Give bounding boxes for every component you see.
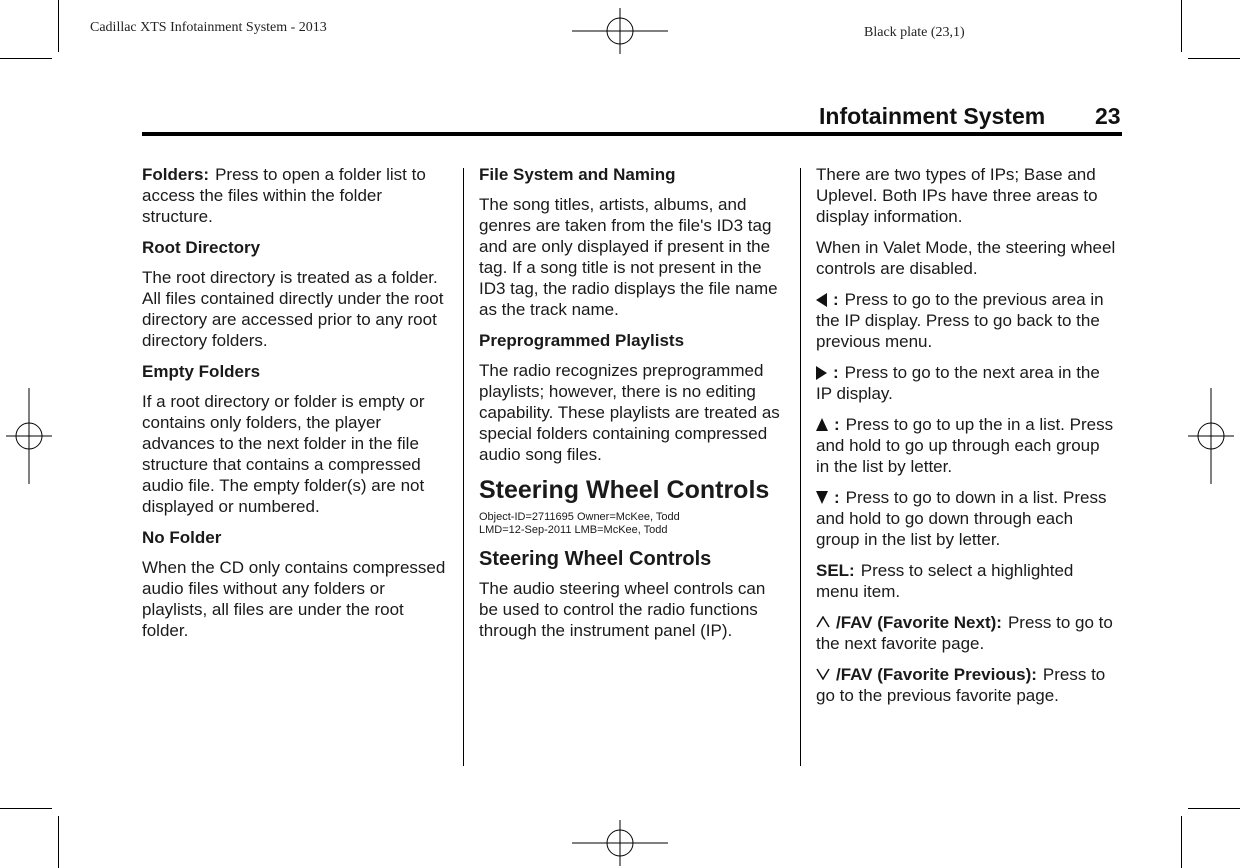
object-metadata xyxy=(479,511,787,537)
column-2 xyxy=(479,164,787,651)
fav-previous-term: /FAV (Favorite Previous): xyxy=(836,665,1037,684)
fav-next-term: /FAV (Favorite Next): xyxy=(836,613,1002,632)
ip-types-text: There are two types of IPs; Base and Uplevel. Both IPs have three areas to display information. xyxy=(816,165,1098,226)
previous-colon: : xyxy=(833,290,839,309)
page-number: 23 xyxy=(1095,103,1121,129)
steering-wheel-controls-subtitle: Steering Wheel Controls xyxy=(479,548,712,570)
down-paragraph xyxy=(816,487,1116,550)
crop-mark xyxy=(58,816,59,868)
file-system-text: The song titles, artists, albums, and genres are taken from the file's ID3 tag and are only displayed if present in the tag. If a song title is not present in the ID3 tag, the radio displays the file name as the track name. xyxy=(479,195,778,319)
column-3 xyxy=(816,164,1116,716)
chevron-down-icon xyxy=(816,668,830,680)
crop-mark xyxy=(1181,0,1182,52)
preprogrammed-playlists-text: The radio recognizes preprogrammed playlists; however, there is no editing capability. These playlists are treated as special folders containing compressed audio song files. xyxy=(479,361,780,464)
empty-folders-text: If a root directory or folder is empty or contains only folders, the player advances to the next folder in the file structure that contains a compressed audio file. The empty folder(s) are not displayed or numbered. xyxy=(142,392,425,516)
crop-mark xyxy=(1181,816,1182,868)
page-header-title: Infotainment System xyxy=(819,103,1046,129)
steering-wheel-controls-text: The audio steering wheel controls can be used to control the radio functions through the instrument panel (IP). xyxy=(479,579,766,640)
sel-paragraph xyxy=(816,560,1116,602)
next-text: Press to go to the next area in the IP display. xyxy=(816,363,1100,403)
root-directory-heading: Root Directory xyxy=(142,238,261,257)
empty-folders-heading: Empty Folders xyxy=(142,362,261,381)
previous-arrow-icon xyxy=(816,293,827,307)
crop-mark xyxy=(1188,808,1240,809)
metadata-line-1: Object-ID=2711695 Owner=McKee, Todd xyxy=(479,511,680,523)
fav-next-text: Press to go to the next favorite page. xyxy=(816,613,1113,653)
registration-mark-bottom-icon xyxy=(572,820,668,866)
down-arrow-icon xyxy=(816,491,828,504)
folders-text: Press to open a folder list to access the files within the folder structure. xyxy=(142,165,426,226)
crop-mark xyxy=(0,58,52,59)
up-colon: : xyxy=(834,415,840,434)
registration-mark-right-icon xyxy=(1188,388,1234,484)
registration-mark-left-icon xyxy=(6,388,52,484)
column-divider xyxy=(463,168,464,766)
crop-mark xyxy=(1188,58,1240,59)
previous-paragraph xyxy=(816,289,1116,352)
previous-text: Press to go to the previous area in the IP display. Press to go back to the previous menu. xyxy=(816,290,1104,351)
plate-number: Black plate (23,1) xyxy=(864,25,965,40)
folders-paragraph xyxy=(142,164,447,227)
fav-next-paragraph xyxy=(816,612,1116,654)
next-paragraph xyxy=(816,362,1116,404)
registration-mark-top-icon xyxy=(572,8,668,54)
folders-term: Folders: xyxy=(142,165,210,184)
sel-text: Press to select a highlighted menu item. xyxy=(816,561,1074,601)
up-text: Press to go to up the in a list. Press and hold to go up through each group in the list by letter. xyxy=(816,415,1114,476)
column-divider xyxy=(800,168,801,766)
sel-term: SEL: xyxy=(816,561,855,580)
fav-previous-paragraph xyxy=(816,664,1116,706)
crop-mark xyxy=(0,808,52,809)
root-directory-text: The root directory is treated as a folder. All files contained directly under the root directory are accessed prior to any root directory folders. xyxy=(142,268,444,350)
column-1 xyxy=(142,164,447,651)
no-folder-text: When the CD only contains compressed audio files without any folders or playlists, all files are under the root folder. xyxy=(142,558,446,640)
down-colon: : xyxy=(834,488,840,507)
next-arrow-icon xyxy=(816,366,827,380)
up-arrow-icon xyxy=(816,418,828,431)
preprogrammed-playlists-heading: Preprogrammed Playlists xyxy=(479,331,685,350)
chevron-up-icon xyxy=(816,616,830,628)
header-rule xyxy=(142,132,1122,136)
fav-previous-text: Press to go to the previous favorite page. xyxy=(816,665,1106,705)
up-paragraph xyxy=(816,414,1116,477)
steering-wheel-controls-title: Steering Wheel Controls xyxy=(479,476,770,504)
metadata-line-2: LMD=12-Sep-2011 LMB=McKee, Todd xyxy=(479,524,668,536)
file-system-heading: File System and Naming xyxy=(479,165,676,184)
next-colon: : xyxy=(833,363,839,382)
plate-title: Cadillac XTS Infotainment System - 2013 xyxy=(90,20,327,35)
down-text: Press to go to down in a list. Press and hold to go down through each group in the list by letter. xyxy=(816,488,1107,549)
crop-mark xyxy=(58,0,59,52)
valet-mode-text: When in Valet Mode, the steering wheel controls are disabled. xyxy=(816,238,1116,278)
no-folder-heading: No Folder xyxy=(142,528,222,547)
